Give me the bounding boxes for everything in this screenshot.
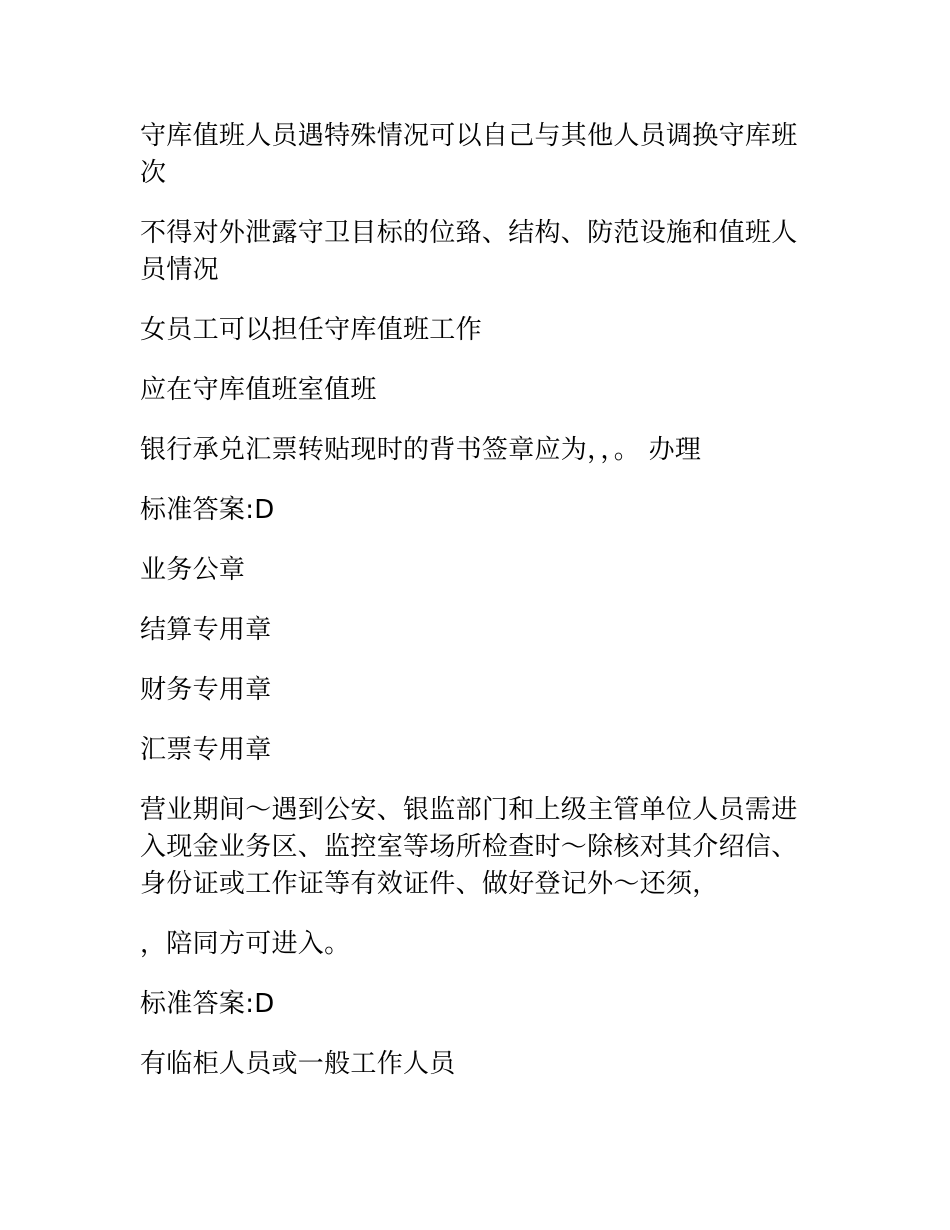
paragraph: 女员工可以担任守库值班工作 [140, 315, 482, 345]
paragraph: 应在守库值班室值班 [140, 375, 377, 405]
option-text: 有临柜人员或一般工作人员 [140, 1049, 456, 1079]
option-text: 汇票专用章 [140, 735, 272, 765]
paragraph: 守库值班人员遇特殊情况可以自己与其他人员调换守库班次 [140, 121, 798, 188]
question-text: 银行承兑汇票转贴现时的背书签章应为，，。 办理 [140, 435, 702, 465]
question-text-continued: ，陪同方可进入。 [140, 929, 351, 959]
question-text: 营业期间～遇到公安、银监部门和上级主管单位人员需进入现金业务区、监控室等场所检查时～除核对其介绍信、身份证或工作证等有效证件、做好登记外～还须， [140, 795, 798, 899]
answer-key: 标准答案:D [140, 989, 275, 1019]
document-body [140, 118, 820, 1106]
option-text: 财务专用章 [140, 675, 272, 705]
option-text: 结算专用章 [140, 615, 272, 645]
option-text: 业务公章 [140, 555, 246, 585]
paragraph: 不得对外泄露守卫目标的位臵、结构、防范设施和值班人员情况 [140, 218, 798, 285]
answer-key: 标准答案:D [140, 495, 275, 525]
